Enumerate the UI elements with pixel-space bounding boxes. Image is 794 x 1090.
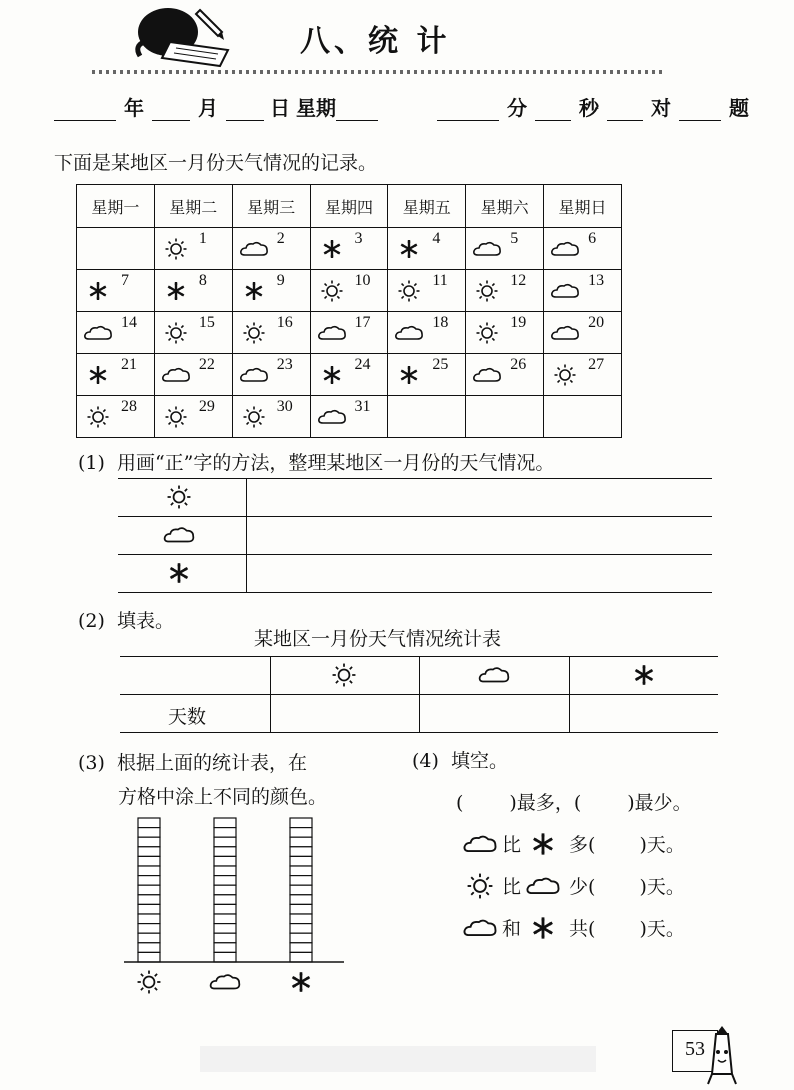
minute-blank[interactable] (437, 98, 499, 121)
day-number: 18 (432, 314, 449, 331)
questions-blank[interactable] (679, 98, 721, 121)
sun-icon (327, 663, 361, 687)
q2-number: (2) (78, 610, 105, 632)
calendar-day-cell (466, 270, 544, 312)
snowflake-icon (162, 561, 196, 585)
calendar-day-cell (77, 354, 155, 396)
day-number: 3 (354, 230, 363, 247)
q4-l1-mid: )最多，( (509, 792, 582, 814)
bar-cell[interactable] (290, 885, 312, 895)
calendar-day-cell (388, 312, 466, 354)
intro-text: 下面是某地区一月份天气情况的记录。 (54, 152, 378, 174)
q4-tail-open: 共( (569, 918, 596, 940)
tally-cloud-cell[interactable] (248, 518, 708, 552)
snowflake-icon (161, 280, 191, 302)
pencil-mascot-icon (706, 1030, 742, 1086)
bar-cell[interactable] (138, 943, 160, 953)
bar-cell[interactable] (138, 895, 160, 905)
day-number: 19 (510, 314, 527, 331)
day-number: 29 (198, 398, 215, 415)
second-blank[interactable] (535, 98, 571, 121)
bar-cell[interactable] (214, 952, 236, 962)
weekday-header: 星期三 (232, 185, 310, 228)
day-number: 17 (354, 314, 371, 331)
day-number: 9 (276, 272, 285, 289)
date-score-line (54, 92, 749, 121)
month-label: 月 (198, 96, 218, 120)
bar-cell[interactable] (138, 866, 160, 876)
q3-line1: 根据上面的统计表，在 (116, 752, 307, 774)
weekday-header: 星期四 (310, 185, 388, 228)
sun-icon (472, 280, 502, 302)
weekday-header: 星期日 (544, 185, 622, 228)
snowflake-icon (627, 663, 661, 687)
tally-table (118, 478, 712, 594)
day-number: 11 (432, 272, 448, 289)
correct-blank[interactable] (607, 98, 643, 121)
q3-number: (3) (78, 752, 105, 774)
weather-calendar-table (76, 184, 622, 438)
correct-label: 对 (650, 96, 671, 120)
cloud-icon (472, 364, 502, 386)
calendar-week-row (77, 396, 622, 438)
calendar-day-cell (388, 228, 466, 270)
day-number: 10 (354, 272, 371, 289)
bar-cell[interactable] (138, 904, 160, 914)
snowflake-icon (83, 364, 113, 386)
q4-prompt (412, 746, 508, 773)
snowflake-icon (284, 970, 318, 994)
sun-icon (317, 280, 347, 302)
bar-cell[interactable] (138, 885, 160, 895)
mug-pencil-illustration (130, 2, 240, 68)
day-number: 25 (432, 356, 449, 373)
calendar-day-cell (466, 312, 544, 354)
stat-table (120, 656, 718, 734)
day-number: 23 (276, 356, 293, 373)
calendar-empty-cell (544, 396, 622, 438)
q4-line1 (456, 788, 692, 815)
cloud-icon (208, 970, 242, 994)
page-title: 八、统 计 (300, 24, 451, 59)
day-number: 5 (510, 230, 519, 247)
cloud-icon (462, 831, 498, 857)
weekday-header: 星期五 (388, 185, 466, 228)
day-number: 4 (432, 230, 441, 247)
snowflake-icon (317, 238, 347, 260)
scan-artifact-bar (200, 1046, 596, 1072)
cloud-icon (394, 322, 424, 344)
q4-tail-open: 少( (569, 876, 596, 898)
calendar-day-cell (466, 354, 544, 396)
cloud-icon (83, 322, 113, 344)
stat-snow-days-cell[interactable] (571, 696, 716, 731)
calendar-day-cell (310, 228, 388, 270)
sun-icon (161, 238, 191, 260)
day-number: 14 (121, 314, 137, 331)
cloud-icon (550, 238, 580, 260)
bar-cell[interactable] (138, 818, 160, 828)
bar-cell[interactable] (290, 866, 312, 876)
bar-cell[interactable] (290, 847, 312, 857)
day-number: 27 (588, 356, 605, 373)
cloud-icon (477, 663, 511, 687)
calendar-day-cell (154, 312, 232, 354)
bar-cell[interactable] (214, 943, 236, 953)
calendar-day-cell (77, 396, 155, 438)
q1-number: (1) (78, 452, 105, 474)
day-number: 28 (121, 398, 137, 415)
bar-cell[interactable] (290, 856, 312, 866)
bar-cell[interactable] (290, 924, 312, 934)
calendar-day-cell (154, 354, 232, 396)
bar-cell[interactable] (214, 904, 236, 914)
bar-cell[interactable] (138, 828, 160, 838)
calendar-day-cell (232, 354, 310, 396)
calendar-day-cell (544, 354, 622, 396)
calendar-week-row (77, 228, 622, 270)
calendar-day-cell (232, 228, 310, 270)
q4-tail-open: 多( (569, 834, 596, 856)
day-number: 1 (198, 230, 207, 247)
bar-cell[interactable] (138, 914, 160, 924)
bar-cell[interactable] (214, 837, 236, 847)
q4-compare-line (462, 872, 685, 899)
bar-cell[interactable] (138, 876, 160, 886)
calendar-day-cell (77, 270, 155, 312)
cloud-icon (550, 280, 580, 302)
year-blank[interactable] (54, 98, 116, 121)
weekday-header: 星期一 (77, 185, 155, 228)
q4-connector: 比 (502, 876, 522, 898)
day-number: 8 (198, 272, 207, 289)
bar-cell[interactable] (290, 876, 312, 886)
bar-cell[interactable] (138, 924, 160, 934)
month-blank[interactable] (152, 98, 190, 121)
year-label: 年 (124, 96, 144, 120)
bar-cell[interactable] (214, 914, 236, 924)
day-number: 21 (121, 356, 137, 373)
questions-label: 题 (728, 96, 749, 120)
calendar-day-cell (232, 312, 310, 354)
q2-table-title: 某地区一月份天气情况统计表 (254, 628, 502, 650)
snowflake-icon (239, 280, 269, 302)
q4-compare-line (462, 830, 685, 857)
q4-tail-close: )天。 (639, 834, 685, 856)
bar-cell[interactable] (290, 837, 312, 847)
day-number: 31 (354, 398, 371, 415)
sun-icon (239, 322, 269, 344)
calendar-day-cell (154, 228, 232, 270)
snowflake-icon (525, 831, 561, 857)
q4-l1-open: ( (456, 792, 464, 814)
day-blank[interactable] (226, 98, 264, 121)
bar-cell[interactable] (214, 818, 236, 828)
bar-cell[interactable] (290, 952, 312, 962)
cloud-icon (472, 238, 502, 260)
calendar-day-cell (544, 312, 622, 354)
sun-icon (550, 364, 580, 386)
weekday-header: 星期二 (154, 185, 232, 228)
stat-row-label: 天数 (168, 706, 207, 728)
calendar-empty-cell (388, 396, 466, 438)
sun-icon (161, 322, 191, 344)
dotted-divider (92, 70, 662, 74)
day-number: 13 (588, 272, 605, 289)
sun-icon (239, 406, 269, 428)
cloud-icon (317, 406, 347, 428)
bar-cell[interactable] (290, 904, 312, 914)
bar-cell[interactable] (214, 866, 236, 876)
day-number: 22 (198, 356, 215, 373)
cloud-icon (239, 238, 269, 260)
calendar-empty-cell (77, 228, 155, 270)
weekday-blank[interactable] (336, 98, 378, 121)
bar-cell[interactable] (214, 856, 236, 866)
sun-icon (83, 406, 113, 428)
q3-line2: 方格中涂上不同的颜色。 (118, 786, 328, 808)
cloud-icon (550, 322, 580, 344)
weekday-header: 星期六 (466, 185, 544, 228)
calendar-header-row (77, 185, 622, 228)
calendar-day-cell (310, 354, 388, 396)
bar-cell[interactable] (138, 847, 160, 857)
q1-text: 用画“正”字的方法，整理某地区一月份的天气情况。 (116, 452, 555, 474)
calendar-day-cell (388, 270, 466, 312)
calendar-empty-cell (466, 396, 544, 438)
bar-cell[interactable] (290, 818, 312, 828)
page-number: 53 (672, 1030, 718, 1072)
calendar-week-row (77, 354, 622, 396)
calendar-day-cell (544, 228, 622, 270)
day-number: 24 (354, 356, 371, 373)
snowflake-icon (317, 364, 347, 386)
bar-cell[interactable] (290, 943, 312, 953)
day-number: 12 (510, 272, 527, 289)
sun-icon (472, 322, 502, 344)
calendar-day-cell (154, 396, 232, 438)
calendar-day-cell (466, 228, 544, 270)
bar-cell[interactable] (290, 828, 312, 838)
q4-tail-close: )天。 (639, 918, 685, 940)
cloud-icon (317, 322, 347, 344)
bar-cell[interactable] (214, 828, 236, 838)
bar-cell[interactable] (290, 895, 312, 905)
calendar-day-cell (310, 312, 388, 354)
cloud-icon (162, 523, 196, 547)
bar-cell[interactable] (290, 914, 312, 924)
q3-prompt (78, 746, 327, 814)
cloud-icon (525, 873, 561, 899)
day-number: 7 (121, 272, 129, 289)
day-number: 30 (276, 398, 293, 415)
cloud-icon (462, 915, 498, 941)
day-number: 6 (588, 230, 597, 247)
calendar-week-row (77, 312, 622, 354)
q4-connector: 和 (502, 918, 522, 940)
day-number: 26 (510, 356, 527, 373)
bar-cell[interactable] (214, 847, 236, 857)
q4-l1-end: )最少。 (627, 792, 692, 814)
weekday-label: 星期 (296, 96, 336, 120)
bar-cell[interactable] (214, 924, 236, 934)
stat-cloud-days-cell[interactable] (421, 696, 567, 731)
minute-label: 分 (506, 96, 527, 120)
bar-cell[interactable] (138, 837, 160, 847)
q4-text: 填空。 (450, 750, 508, 772)
day-number: 16 (276, 314, 293, 331)
day-label: 日 (270, 96, 290, 120)
bar-cell[interactable] (138, 952, 160, 962)
q2-text: 填表。 (116, 610, 174, 632)
stat-sun-days-cell[interactable] (272, 696, 417, 731)
calendar-day-cell (77, 312, 155, 354)
cloud-icon (161, 364, 191, 386)
day-number: 2 (276, 230, 285, 247)
calendar-week-row (77, 270, 622, 312)
bar-cell[interactable] (290, 933, 312, 943)
sun-icon (161, 406, 191, 428)
bar-cell[interactable] (138, 933, 160, 943)
snowflake-icon (394, 238, 424, 260)
calendar-day-cell (310, 270, 388, 312)
calendar-day-cell (154, 270, 232, 312)
calendar-day-cell (388, 354, 466, 396)
bar-cell[interactable] (138, 856, 160, 866)
snowflake-icon (394, 364, 424, 386)
bar-cell[interactable] (214, 885, 236, 895)
tally-sun-cell[interactable] (248, 480, 708, 514)
calendar-day-cell (310, 396, 388, 438)
calendar-day-cell (232, 270, 310, 312)
q1-prompt (78, 448, 554, 475)
snowflake-icon (525, 915, 561, 941)
calendar-day-cell (232, 396, 310, 438)
q2-prompt (78, 606, 174, 633)
q4-connector: 比 (502, 834, 522, 856)
q4-number: (4) (412, 750, 439, 772)
q4-compare-line (462, 914, 685, 941)
q4-tail-close: )天。 (639, 876, 685, 898)
cloud-icon (239, 364, 269, 386)
sun-icon (162, 485, 196, 509)
sun-icon (132, 970, 166, 994)
sun-icon (462, 873, 498, 899)
bar-cell[interactable] (214, 876, 236, 886)
calendar-day-cell (544, 270, 622, 312)
sun-icon (394, 280, 424, 302)
bar-cell[interactable] (214, 895, 236, 905)
second-label: 秒 (578, 96, 599, 120)
snowflake-icon (83, 280, 113, 302)
bar-cell[interactable] (214, 933, 236, 943)
day-number: 15 (198, 314, 215, 331)
day-number: 20 (588, 314, 605, 331)
tally-snow-cell[interactable] (248, 556, 708, 590)
